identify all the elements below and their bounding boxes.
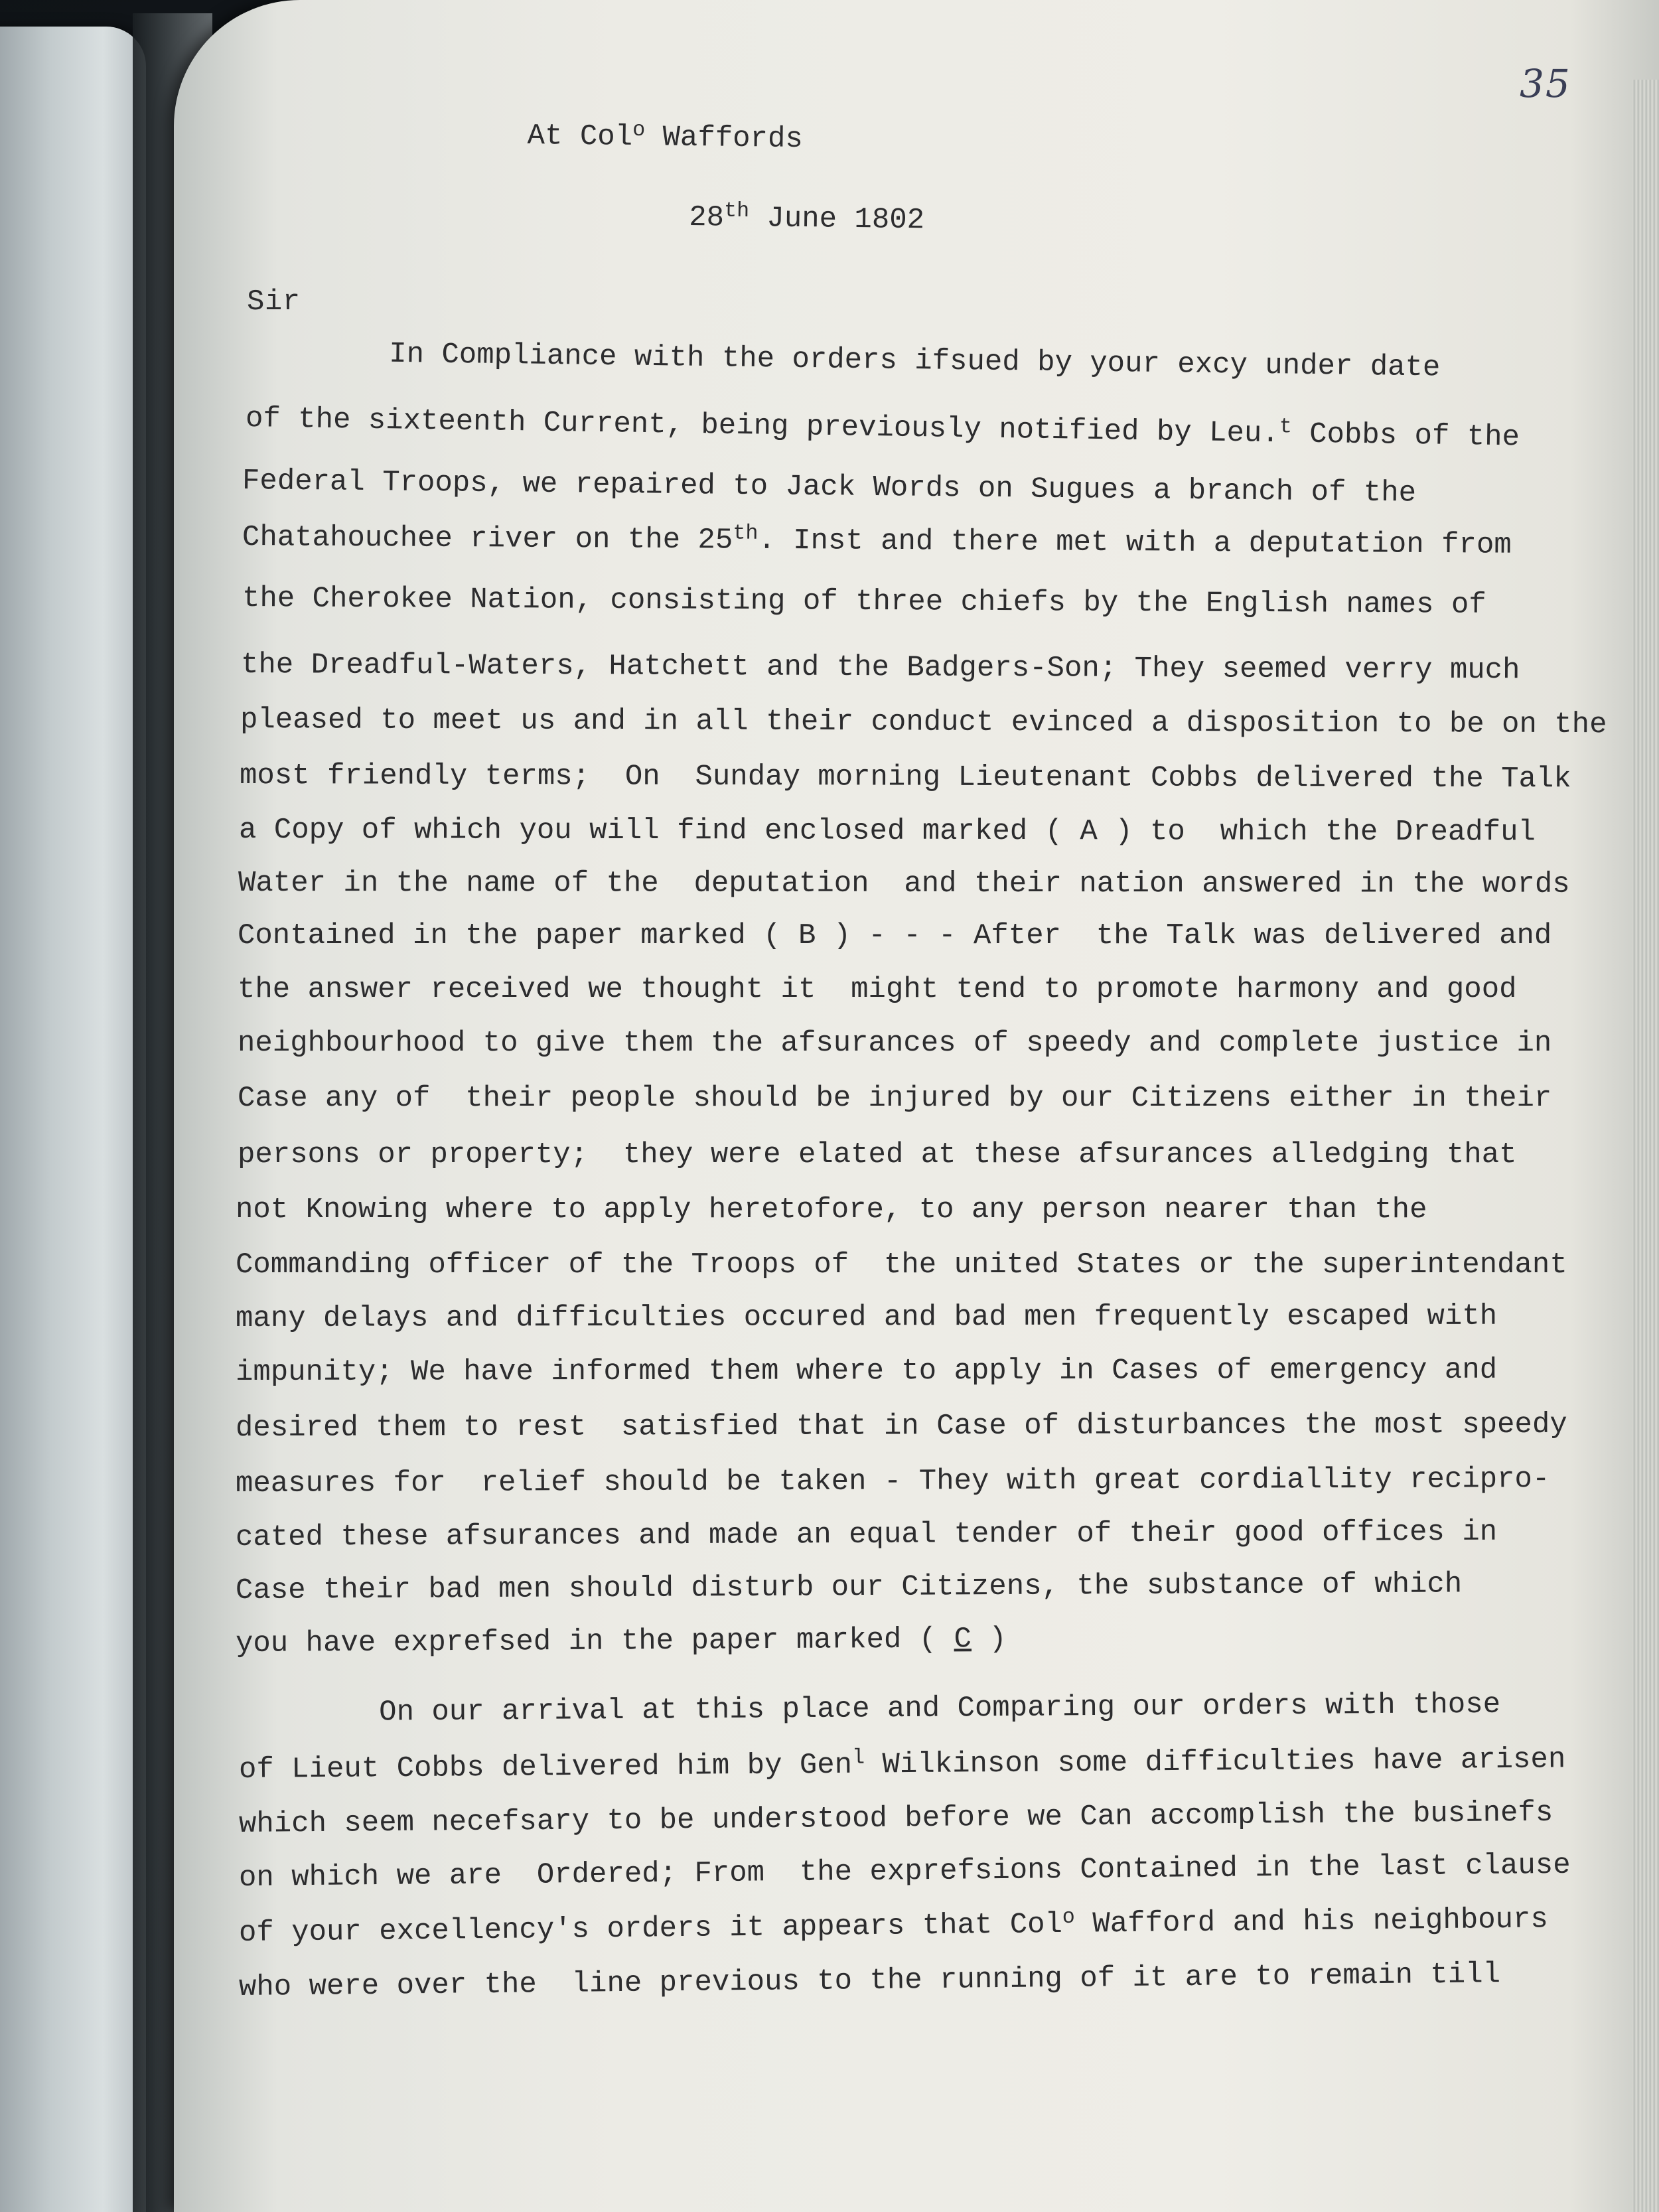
body-line: Federal Troops, we repaired to Jack Words on Sugues a branch of the bbox=[242, 465, 1417, 510]
body-line: the Dreadful-Waters, Hatchett and the Badgers-Son; They seemed verry much bbox=[240, 648, 1520, 688]
body-line: you have exprefsed in the paper marked ( C ) bbox=[235, 1622, 1007, 1660]
date-rest: June 1802 bbox=[749, 202, 925, 238]
letter-place bbox=[527, 119, 803, 156]
place-superscript: o bbox=[632, 117, 646, 142]
date-superscript: th bbox=[723, 198, 750, 223]
letter-body bbox=[235, 285, 1607, 2077]
date-day: 28 bbox=[688, 200, 725, 235]
letter-date bbox=[688, 198, 925, 238]
left-page bbox=[0, 27, 146, 2212]
body-line: In Compliance with the orders ifsued by your excy under date bbox=[248, 336, 1441, 385]
body-line: Commanding officer of the Troops of the united States or the superintendant bbox=[236, 1248, 1567, 1282]
body-line: a Copy of which you will find enclosed marked ( A ) to which the Dreadful bbox=[238, 814, 1536, 849]
place-name-rest: Waffords bbox=[644, 121, 804, 157]
paper-mark-c: C bbox=[954, 1623, 972, 1657]
body-line: pleased to meet us and in all their conduct evinced a disposition to be on the bbox=[240, 703, 1607, 742]
place-name: At Col bbox=[527, 119, 633, 154]
body-line: the answer received we thought it might tend to promote harmony and good bbox=[238, 973, 1517, 1006]
body-line: most friendly terms; On Sunday morning Lieutenant Cobbs delivered the Talk bbox=[239, 759, 1571, 796]
salutation: Sir bbox=[247, 285, 301, 319]
body-line: impunity; We have informed them where to apply in Cases of emergency and bbox=[235, 1353, 1498, 1389]
body-line: the Cherokee Nation, consisting of three chiefs by the English names of bbox=[242, 582, 1486, 622]
body-line: Case their bad men should disturb our Citizens, the substance of which bbox=[235, 1568, 1463, 1607]
body-line: desired them to rest satisfied that in Case of disturbances the most speedy bbox=[235, 1408, 1567, 1445]
body-line: not Knowing where to apply heretofore, to any person nearer than the bbox=[236, 1193, 1427, 1226]
body-line: cated these afsurances and made an equal tender of their good offices in bbox=[235, 1515, 1498, 1554]
body-line: who were over the line previous to the running of it are to remain till bbox=[238, 1958, 1501, 2004]
body-line: which seem necefsary to be understood before we Can accomplish the businefs bbox=[238, 1796, 1553, 1841]
body-line: persons or property; they were elated at these afsurances alledging that bbox=[238, 1138, 1517, 1171]
body-line: many delays and difficulties occured and bad men frequently escaped with bbox=[235, 1299, 1498, 1335]
page-number: 35 bbox=[1520, 61, 1571, 106]
body-line: On our arrival at this place and Comparing our orders with those bbox=[238, 1688, 1501, 1730]
body-line: of the sixteenth Current, being previously notified by Leu.$^t$ Cobbs of the bbox=[245, 402, 1520, 455]
body-line: Water in the name of the deputation and their nation answered in the words bbox=[238, 867, 1570, 901]
body-line: measures for relief should be taken - They with great cordiallity recipro- bbox=[235, 1463, 1550, 1501]
letter-heading bbox=[526, 119, 1058, 259]
page-stack-edge bbox=[1632, 80, 1659, 2212]
body-line: Case any of their people should be injured by our Citizens either in their bbox=[238, 1082, 1552, 1115]
body-line: of Lieut Cobbs delivered him by Gen$^l$ Wilkinson some difficulties have arisen bbox=[238, 1743, 1566, 1787]
body-line: Contained in the paper marked ( B ) - - - After the Talk was delivered and bbox=[238, 919, 1552, 952]
body-line: of your excellency's orders it appears that Col$^o$ Wafford and his neighbours bbox=[238, 1903, 1549, 1950]
body-line: on which we are Ordered; From the exprefsions Contained in the last clause bbox=[238, 1848, 1571, 1895]
body-line: Chatahouchee river on the 25th. Inst and there met with a deputation from bbox=[242, 521, 1512, 562]
body-line: neighbourhood to give them the afsurances of speedy and complete justice in bbox=[238, 1027, 1552, 1060]
